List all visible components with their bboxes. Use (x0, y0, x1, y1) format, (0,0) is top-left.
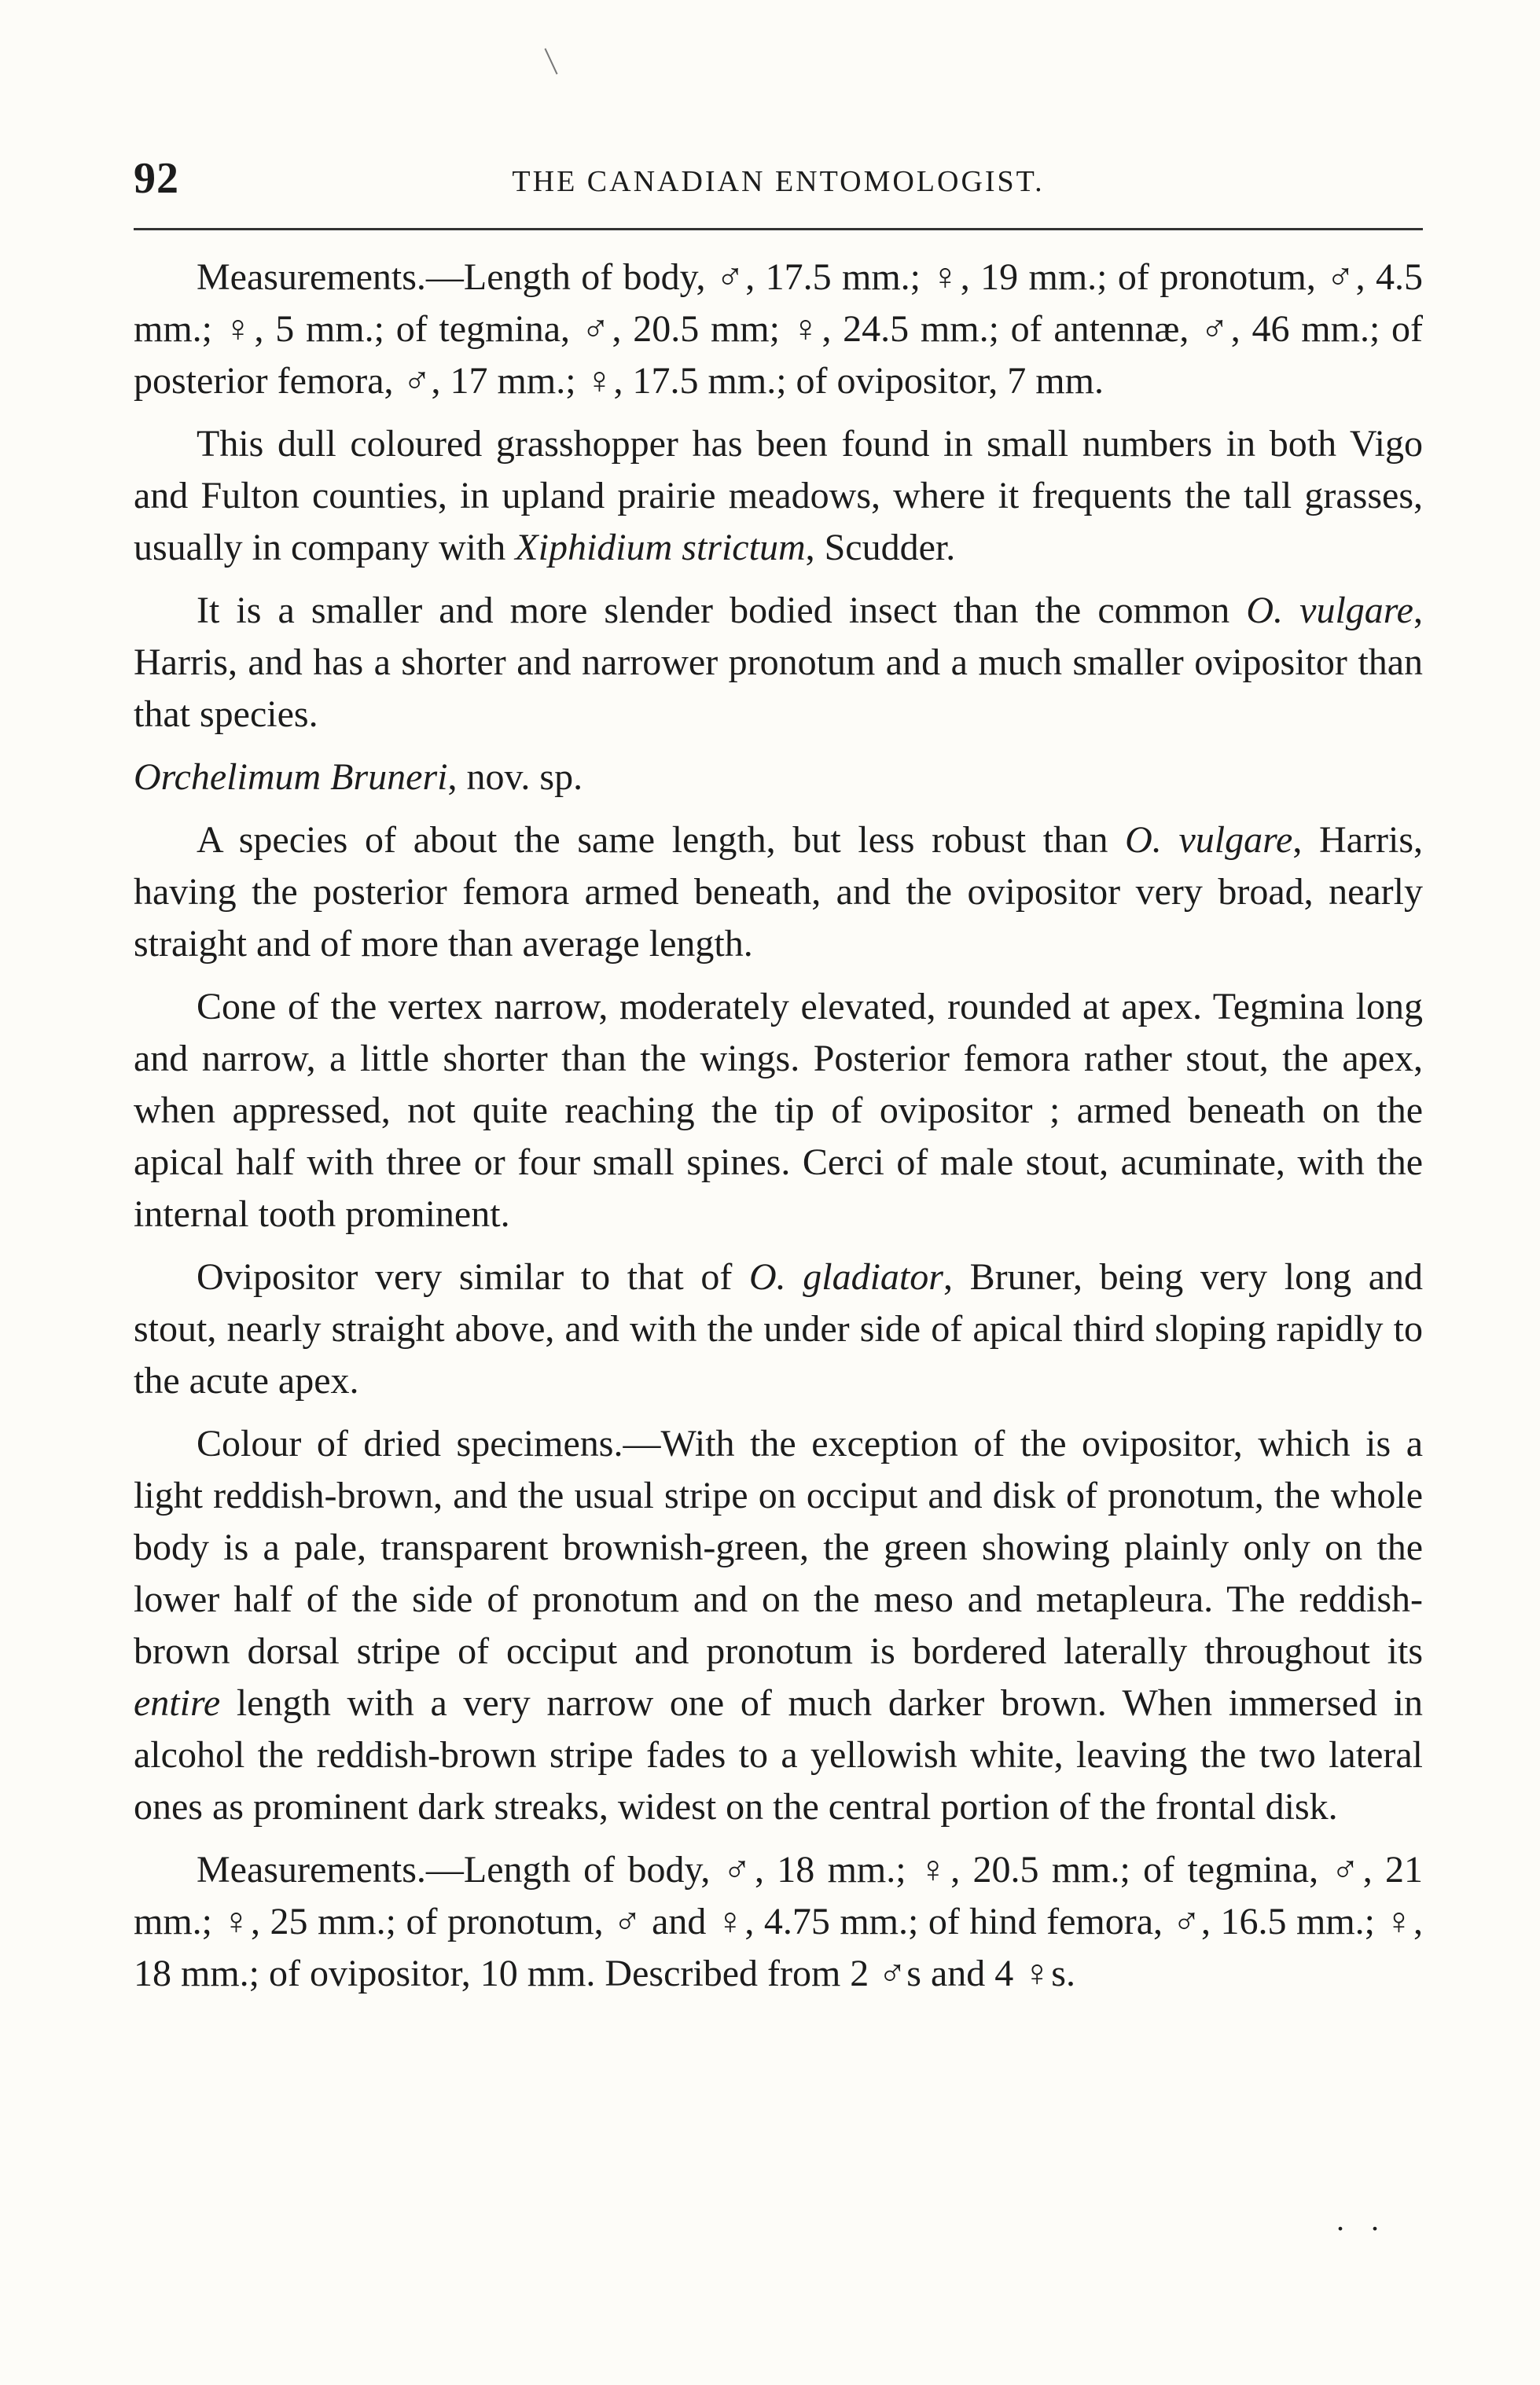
paragraph-ovipositor: Ovipositor very similar to that of O. gladiator, Bruner, being very long and stout, nearly straight above, and with the under side of apical third sloping rapidly to the acute apex. (134, 1256, 1424, 1402)
body-text (134, 252, 1423, 2000)
running-title: THE CANADIAN ENTOMOLOGIST. (512, 165, 1045, 198)
paragraph-morphology: Cone of the vertex narrow, moderately elevated, rounded at apex. Tegmina long and narrow, a little shorter than the wings. Posterior femora rather stout, the apex, when appressed, not quite reaching the tip of ovipositor ; armed beneath on the apical half with three or four small spines. Cerci of male stout, acuminate, with the internal tooth prominent. (134, 986, 1423, 1235)
page-number: 92 (134, 154, 179, 203)
paragraph-measurements-1: Measurements.—Length of body, ♂, 17.5 mm.; ♀, 19 mm.; of pronotum, ♂, 4.5 mm.; ♀, 5 mm.; of tegmina, ♂, 20.5 mm; ♀, 24.5 mm.; of antennæ, ♂, 46 mm.; of posterior femora, ♂, 17 mm.; ♀, 17.5 mm.; of ovipositor, 7 mm. (134, 256, 1423, 402)
species-heading: Orchelimum Bruneri, nov. sp. (134, 756, 583, 798)
header-rule (134, 228, 1423, 230)
paragraph-measurements-2: Measurements.—Length of body, ♂, 18 mm.; ♀, 20.5 mm.; of tegmina, ♂, 21 mm.; ♀, 25 mm.; of pronotum, ♂ and ♀, 4.75 mm.; of hind femora, ♂, 16.5 mm.; ♀, 18 mm.; of ovipositor, 10 mm. Described from 2 ♂s and 4 ♀s. (134, 1849, 1423, 1994)
trailing-marks: . . (1336, 2202, 1388, 2237)
page-header (134, 153, 1423, 208)
stray-mark (544, 48, 557, 74)
paragraph-comparison: It is a smaller and more slender bodied insect than the common O. vulgare, Harris, and has a shorter and narrower pronotum and a much smaller ovipositor than that species. (134, 590, 1423, 735)
paragraph-colour: Colour of dried specimens.—With the exception of the ovipositor, which is a light reddish-brown, and the usual stripe on occiput and disk of pronotum, the whole body is a pale, transparent brownish-green, the green showing plainly only on the lower half of the side of pronotum and on the meso and metapleura. The reddish-brown dorsal stripe of occiput and pronotum is bordered laterally throughout its entire length with a very narrow one of much darker brown. When immersed in alcohol the reddish-brown stripe fades to a yellowish white, leaving the two lateral ones as prominent dark streaks, widest on the central portion of the frontal disk. (134, 1423, 1423, 1828)
paragraph-habitat: This dull coloured grasshopper has been found in small numbers in both Vigo and Fulton counties, in upland prairie meadows, where it frequents the tall grasses, usually in company with Xiphidium strictum, Scudder. (134, 423, 1423, 568)
paragraph-species-description: A species of about the same length, but less robust than O. vulgare, Harris, having the posterior femora armed beneath, and the ovipositor very broad, nearly straight and of more than average length. (134, 819, 1424, 965)
